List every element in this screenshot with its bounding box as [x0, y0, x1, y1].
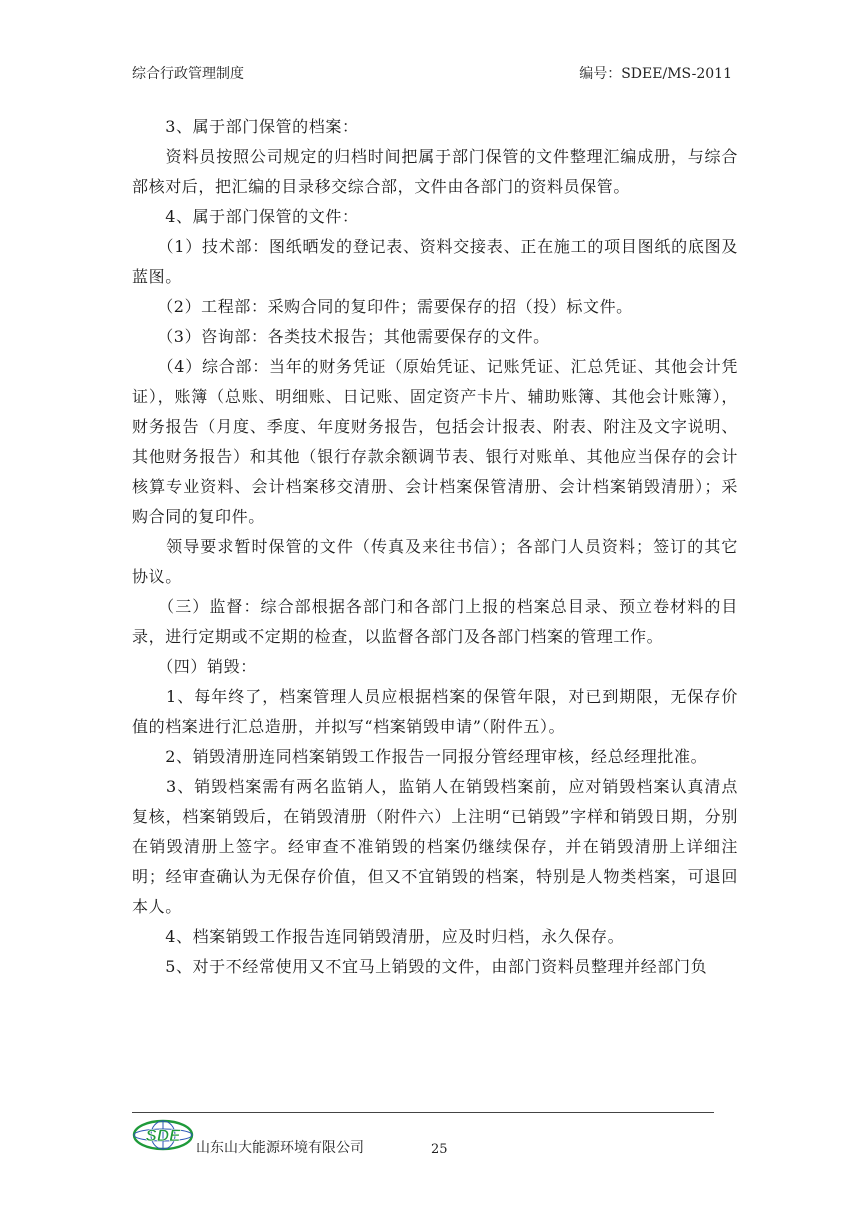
paragraph: （4）综合部：当年的财务凭证（原始凭证、记账凭证、汇总凭证、其他会计凭证），账簿（总账、明细账、日记账、固定资产卡片、辅助账簿、其他会计账簿），财务报告（月度、季度、年度财务报告，包括会计报表、附表、附注及文字说明、其他财务报告）和其他（银行存款余额调节表、银行对账单、其他应当保存的会计核算专业资料、会计档案移交清册、会计档案保管清册、会计档案销毁清册）；采购合同的复印件。 — [132, 357, 738, 526]
paragraph: 3、属于部门保管的档案： — [132, 117, 359, 136]
paragraph: 2、销毁清册连同档案销毁工作报告一同报分管经理审核，经总经理批准。 — [132, 747, 708, 766]
page-number: 25 — [431, 1142, 448, 1157]
paragraph: 3、销毁档案需有两名监销人，监销人在销毁档案前，应对销毁档案认真清点复核，档案销毁后，在销毁清册（附件六）上注明“已销毁”字样和销毁日期，分别在销毁清册上签字。经审查不准销毁的档案仍继续保存，并在销毁清册上详细注明；经审查确认为无保存价值，但又不宜销毁的档案，特别是人物类档案，可退回本人。 — [132, 777, 738, 916]
paragraph: 4、属于部门保管的文件： — [132, 207, 359, 226]
logo-lettering: SDE — [145, 1126, 181, 1145]
company-name: 山东山大能源环境有限公司 — [196, 1140, 364, 1156]
paragraph: 5、对于不经常使用又不宜马上销毁的文件，由部门资料员整理并经部门负 — [132, 957, 708, 976]
paragraph: （三）监督：综合部根据各部门和各部门上报的档案总目录、预立卷材料的目录，进行定期或不定期的检查，以监督各部门及各部门档案的管理工作。 — [132, 597, 738, 646]
company-logo-icon — [132, 1118, 194, 1152]
paragraph: 4、档案销毁工作报告连同销毁清册，应及时归档，永久保存。 — [132, 927, 625, 946]
document-body — [132, 112, 738, 982]
footer-divider — [132, 1112, 714, 1113]
paragraph: 资料员按照公司规定的归档时间把属于部门保管的文件整理汇编成册，与综合部核对后，把汇编的目录移交综合部，文件由各部门的资料员保管。 — [132, 147, 738, 196]
paragraph: （2）工程部：采购合同的复印件；需要保存的招（投）标文件。 — [132, 297, 633, 316]
paragraph: （3）咨询部：各类技术报告；其他需要保存的文件。 — [132, 327, 550, 346]
paragraph: （四）销毁： — [132, 657, 257, 676]
paragraph: （1）技术部：图纸晒发的登记表、资料交接表、正在施工的项目图纸的底图及蓝图。 — [132, 237, 738, 286]
document-number: 编号：SDEE/MS-2011 — [579, 66, 732, 82]
paragraph: 1、每年终了，档案管理人员应根据档案的保管年限，对已到期限，无保存价值的档案进行汇总造册，并拟写“档案销毁申请”（附件五）。 — [132, 687, 738, 736]
paragraph: 领导要求暂时保管的文件（传真及来往书信）；各部门人员资料；签订的其它协议。 — [132, 537, 738, 586]
header-title: 综合行政管理制度 — [132, 66, 244, 82]
